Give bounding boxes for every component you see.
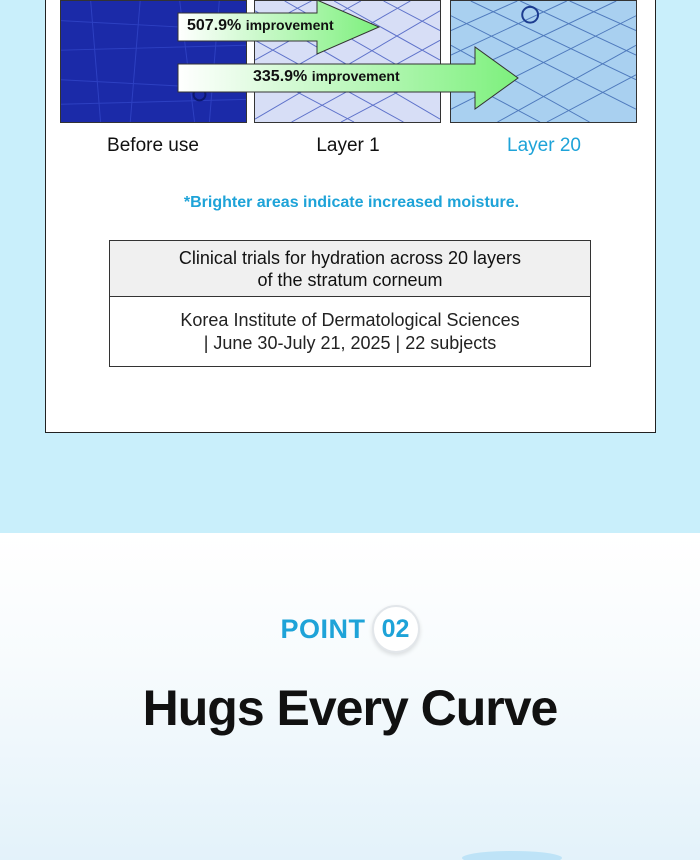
trial-institute: Korea Institute of Dermatological Sciences: [180, 309, 520, 330]
trial-dates-subjects: | June 30-July 21, 2025 | 22 subjects: [203, 332, 497, 353]
point-number-badge: 02: [372, 605, 420, 653]
point-badge-row: [0, 605, 700, 653]
clinical-results-card: [45, 0, 656, 433]
section-headline: Hugs Every Curve: [142, 680, 558, 736]
trial-detail-cell: [110, 297, 590, 366]
trial-title-line-2: of the stratum corneum: [257, 269, 443, 290]
clinical-trial-info-table: [109, 240, 591, 367]
decorative-glow: [462, 851, 562, 860]
point-section: [0, 533, 700, 860]
trial-title-cell: [110, 241, 590, 297]
improvement-label-layer-20: 335.9% improvement: [253, 68, 400, 85]
point-label: POINT: [280, 613, 366, 644]
caption-layer-20: Layer 20: [507, 135, 581, 156]
improvement-label-layer-1: 507.9% improvement: [187, 17, 334, 34]
moisture-note: *Brighter areas indicate increased moisture.: [183, 194, 520, 211]
trial-title-line-1: Clinical trials for hydration across 20 layers: [178, 247, 522, 268]
caption-before-use: Before use: [107, 135, 199, 156]
caption-layer-1: Layer 1: [316, 135, 380, 156]
